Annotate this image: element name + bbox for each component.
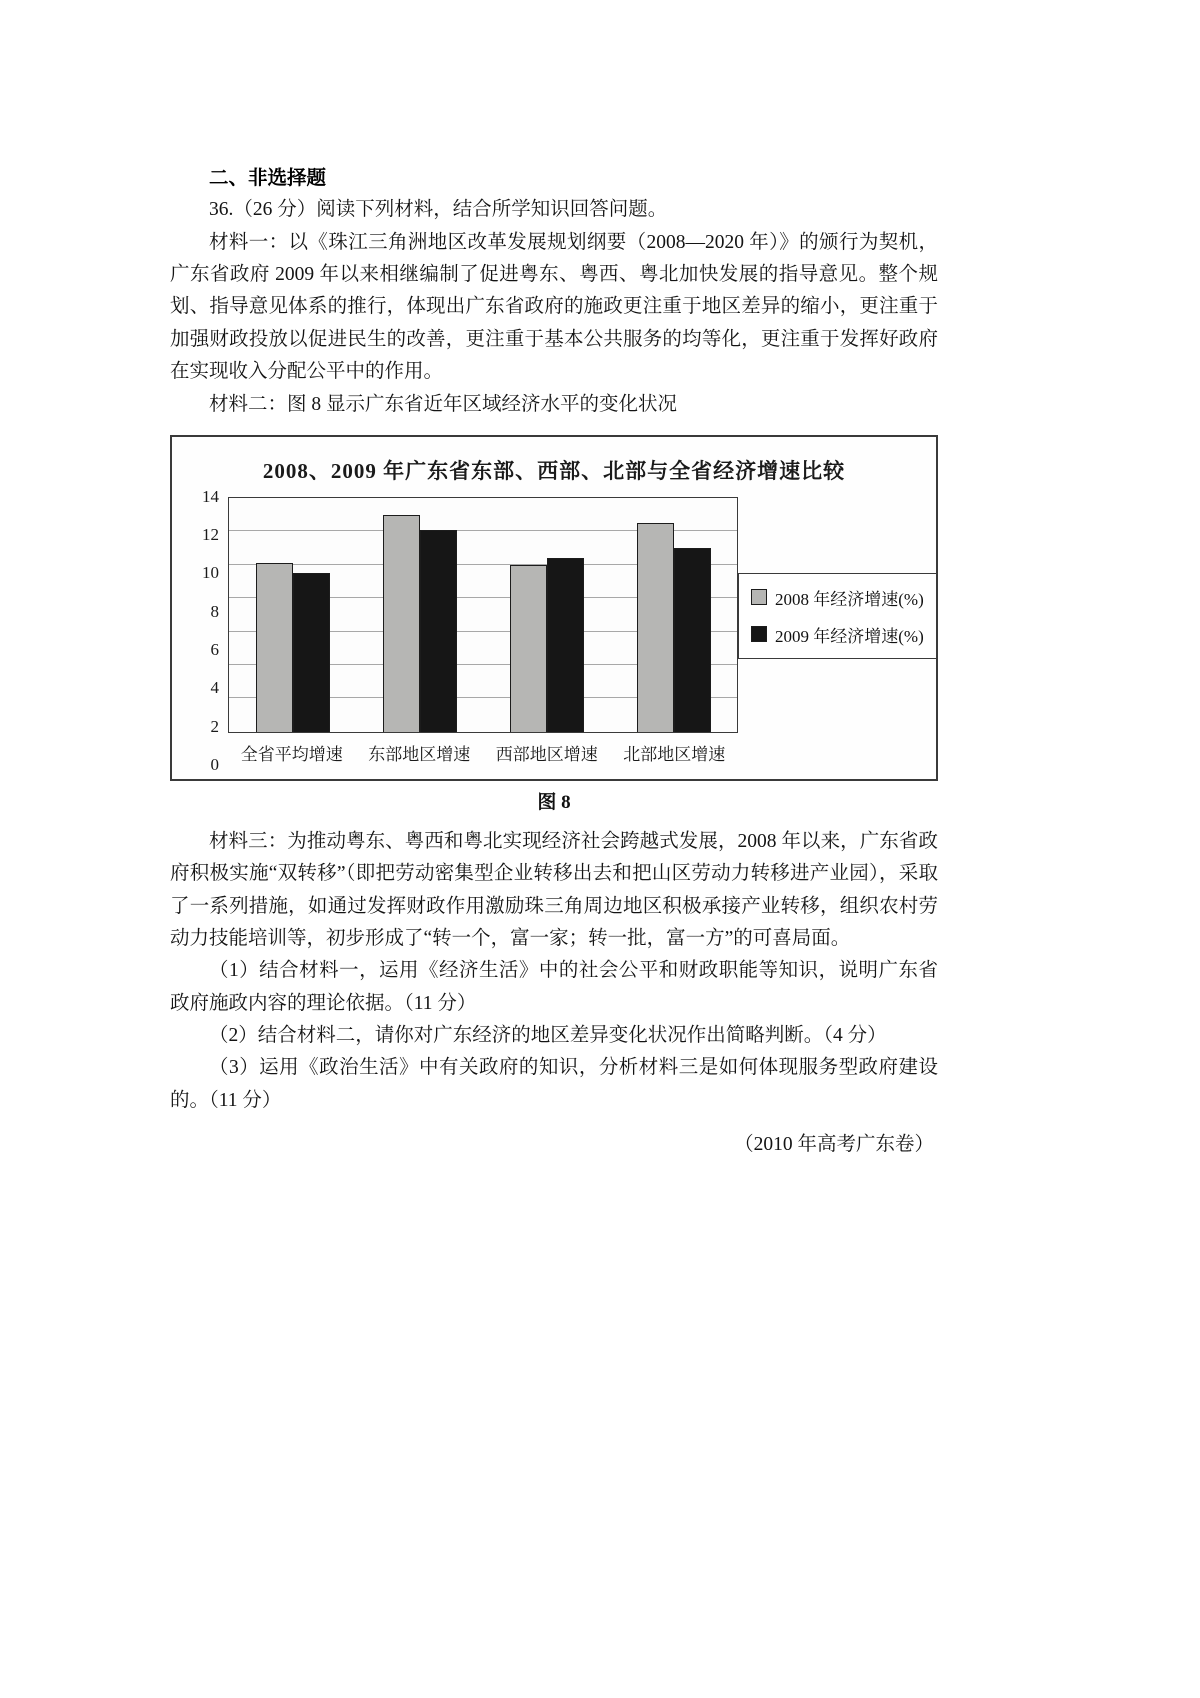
legend-column <box>738 497 937 765</box>
y-tick-label: 12 <box>202 525 219 545</box>
bar-series-0-cat-2 <box>510 565 547 732</box>
bar-series-1-cat-2 <box>547 558 584 732</box>
material3-paragraph: 材料三：为推动粤东、粤西和粤北实现经济社会跨越式发展，2008 年以来，广东省政府积极实施“双转移”（即把劳动密集型企业转移出去和把山区劳动力转移进产业园），采取了一系列措施，如通过发挥财政作用激励珠三角周边地区积极承接产业转移，组织农村劳动力技能培训等，初步形成了“转一个，富一家；转一批，富一方”的可喜局面。 <box>170 830 938 949</box>
y-tick-label: 0 <box>210 754 219 774</box>
material2-intro: 材料二：图 8 显示广东省近年区域经济水平的变化状况 <box>209 393 678 415</box>
y-tick-label: 10 <box>202 563 219 583</box>
y-tick-label: 4 <box>210 678 219 698</box>
chart-legend <box>738 573 937 659</box>
chart-body <box>192 486 924 774</box>
legend-swatch-icon <box>751 589 767 605</box>
y-axis-labels <box>192 486 228 774</box>
bar-series-0-cat-0 <box>256 563 293 732</box>
y-tick-label: 8 <box>210 601 219 621</box>
material1-paragraph: 材料一：以《珠江三角洲地区改革发展规划纲要（2008—2020 年）》的颁行为契机，广东省政府 2009 年以来相继编制了促进粤东、粤西、粤北加快发展的指导意见。整个规划、指导意见体系的推行，体现出广东省政府的施政更注重于地区差异的缩小，更注重于加强财政投放以促进民生的改善，更注重于基本公共服务的均等化，更注重于发挥好政府在实现收入分配公平中的作用。 <box>170 231 938 383</box>
section-heading: 二、非选择题 <box>209 167 327 189</box>
bar-series-1-cat-1 <box>420 530 457 732</box>
x-axis-label-2: 西部地区增速 <box>495 744 598 764</box>
page-content <box>170 162 938 1161</box>
legend-label: 2008 年经济增速(%) <box>775 589 924 609</box>
chart-title: 2008、2009 年广东省东部、西部、北部与全省经济增速比较 <box>262 458 846 483</box>
bars-container <box>229 498 737 732</box>
plot-area <box>228 497 738 733</box>
y-tick-label: 6 <box>210 640 219 660</box>
question-3: （3）运用《政治生活》中有关政府的知识，分析材料三是如何体现服务型政府建设的。（11 分） <box>170 1057 938 1111</box>
x-axis-label-0: 全省平均增速 <box>240 744 343 764</box>
bar-series-1-cat-3 <box>674 548 711 732</box>
figure-8-chart <box>170 435 938 781</box>
bar-series-1-cat-0 <box>293 573 330 732</box>
y-tick-label: 2 <box>210 716 219 736</box>
source-attribution: （2010 年高考广东卷） <box>734 1134 934 1156</box>
y-tick-label: 14 <box>202 486 219 506</box>
bar-series-0-cat-3 <box>637 523 674 732</box>
bar-series-0-cat-1 <box>383 515 420 732</box>
figure-caption: 图 8 <box>537 791 571 813</box>
legend-entry-0 <box>751 585 924 610</box>
bar-group <box>610 498 737 732</box>
bar-group <box>483 498 610 732</box>
x-axis-labels <box>228 740 738 765</box>
legend-label: 2009 年经济增速(%) <box>775 626 924 646</box>
legend-entry-1 <box>751 622 924 647</box>
x-axis-label-1: 东部地区增速 <box>368 744 471 764</box>
question-2: （2）结合材料二，请你对广东经济的地区差异变化状况作出简略判断。（4 分） <box>209 1025 887 1047</box>
question-1: （1）结合材料一，运用《经济生活》中的社会公平和财政职能等知识，说明广东省政府施政内容的理论依据。（11 分） <box>170 960 938 1014</box>
bar-group <box>356 498 483 732</box>
bar-group <box>229 498 356 732</box>
legend-swatch-icon <box>751 626 767 642</box>
question-intro: 36.（26 分）阅读下列材料，结合所学知识回答问题。 <box>209 199 668 221</box>
plot-column <box>228 497 738 765</box>
x-axis-label-3: 北部地区增速 <box>623 744 726 764</box>
